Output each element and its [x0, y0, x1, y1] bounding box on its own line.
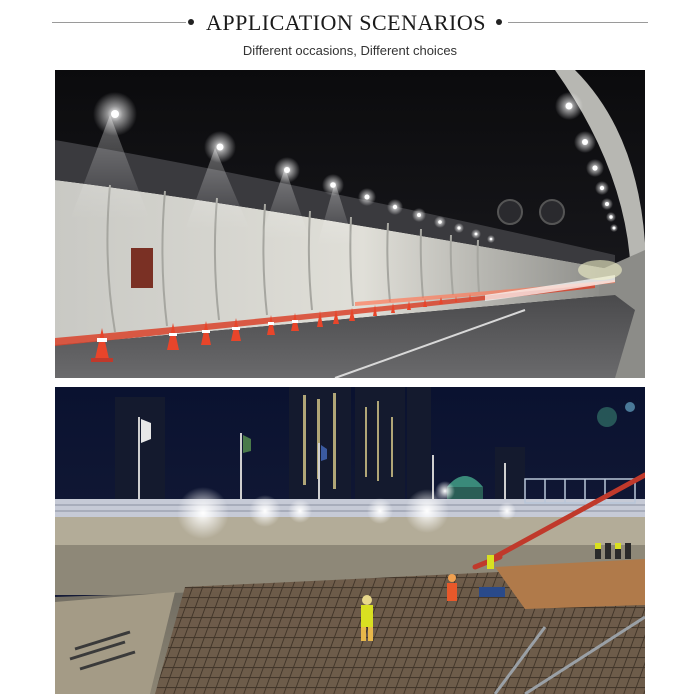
tunnel-scenario-photo — [55, 70, 645, 378]
left-divider-line — [52, 22, 186, 23]
left-divider-dot — [188, 19, 194, 25]
section-title: APPLICATION SCENARIOS — [205, 10, 487, 35]
section-subtitle: Different occasions, Different choices — [242, 43, 458, 58]
right-divider-dot — [496, 19, 502, 25]
right-divider-line — [508, 22, 648, 23]
construction-site-scenario-photo — [55, 387, 645, 694]
section-header — [0, 0, 700, 66]
